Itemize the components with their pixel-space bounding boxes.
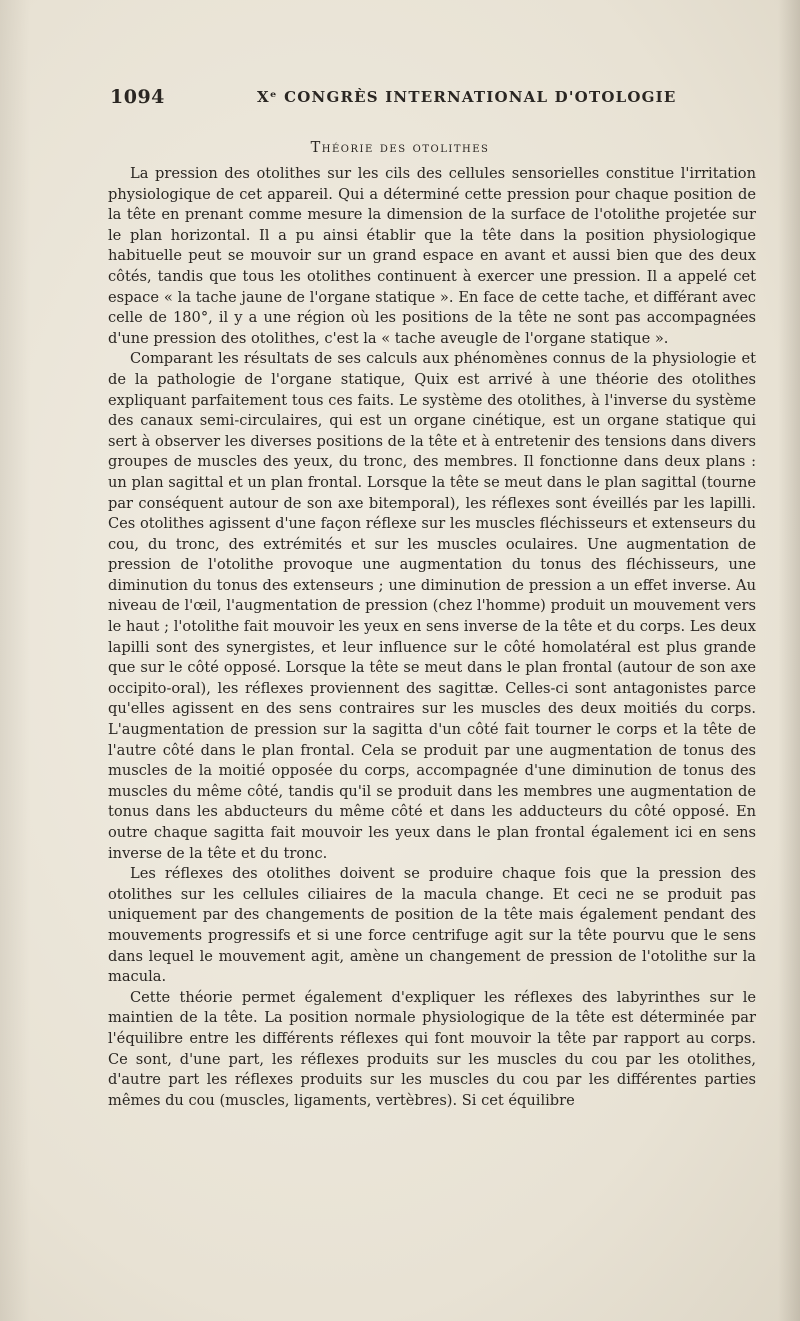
- page-number: 1094: [110, 86, 165, 108]
- paragraph: Les réflexes des otolithes doivent se produire chaque fois que la pression des otolithes sur les cellules ciliaires de la macula change. Et ceci ne se produit pas uniquement par des changements de position de la tête mais également pendant des mouvements progressifs et si une force centrifuge agit sur la tête pourvu que le sens dans lequel le mouvement agit, amène un changement de pression de l'otolithe sur la macula.: [108, 865, 756, 986]
- body-text: [108, 164, 756, 1111]
- page-edge-shadow: [778, 0, 800, 1321]
- page-header: [110, 86, 756, 114]
- paragraph: Comparant les résultats de ses calculs aux phénomènes connus de la physiologie et de la pathologie de l'organe statique, Quix est arrivé à une théorie des otolithes expliquant parfaitement tous ces faits. Le système des otolithes, à l'inverse du système des canaux semi-circulaires, qui est un organe cinétique, est un organe statique qui sert à observer les diverses positions de la tête et à entretenir des tensions dans divers groupes de muscles des yeux, du tronc, des membres. Il fonctionne dans deux plans : un plan sagittal et un plan frontal. Lorsque la tête se meut dans le plan sagittal (tourne par conséquent autour de son axe bitemporal), les réflexes sont éveillés par les lapilli. Ces otolithes agissent d'une façon réflexe sur les muscles fléchisseurs et extenseurs du cou, du tronc, des extrémités et sur les muscles oculaires. Une augmentation de pression de l'otolithe provoque une augmentation du tonus des fléchisseurs, une diminution du tonus des extenseurs ; une diminution de pression a un effet inverse. Au niveau de l'œil, l'augmentation de pression (chez l'homme) produit un mouvement vers le haut ; l'otolithe fait mouvoir les yeux en sens inverse de la tête et du corps. Les deux lapilli sont des synergistes, et leur influence sur le côté homolatéral est plus grande que sur le côté opposé. Lorsque la tête se meut dans le plan frontal (autour de son axe occipito-oral), les réflexes proviennent des sagittæ. Celles-ci sont antagonistes parce qu'elles agissent en des sens contraires sur les muscles des deux moitiés du corps. L'augmentation de pression sur la sagitta d'un côté fait tourner le corps et la tête de l'autre côté dans le plan frontal. Cela se produit par une augmentation de tonus des muscles de la moitié opposée du corps, accompagnée d'une diminution de tonus des muscles du même côté, tandis qu'il se produit dans les membres une augmentation de tonus dans les abducteurs du même côté et dans les adducteurs du côté opposé. En outre chaque sagitta fait mouvoir les yeux dans le plan frontal également ici en sens inverse de la tête et du tronc.: [108, 350, 756, 862]
- section-title: Théorie des otolithes: [310, 140, 490, 156]
- page-gutter-shadow: [0, 0, 30, 1321]
- paragraph: Cette théorie permet également d'expliquer les réflexes des labyrinthes sur le maintien de la tête. La position normale physiologique de la tête est déterminée par l'équilibre entre les différents réflexes qui font mouvoir la tête par rapport au corps. Ce sont, d'une part, les réflexes produits sur les muscles du cou par les otolithes, d'autre part les réflexes produits sur les muscles du cou par les différentes parties mêmes du cou (muscles, ligaments, vertèbres). Si cet équilibre: [108, 988, 756, 1109]
- running-head: Xᵉ CONGRÈS INTERNATIONAL D'OTOLOGIE: [257, 88, 677, 106]
- paragraph: La pression des otolithes sur les cils des cellules sensorielles constitue l'irritation physiologique de cet appareil. Qui a déterminé cette pression pour chaque position de la tête en prenant comme mesure la dimension de la surface de l'otolithe projetée sur le plan horizontal. Il a pu ainsi établir que la tête dans la position physiologique habituelle peut se mouvoir sur un grand espace en avant et aussi bien que des deux côtés, tandis que tous les otolithes continuent à exercer une pression. Il a appelé cet espace « la tache jaune de l'organe statique ». En face de cette tache, et différant avec celle de 180°, il y a une région où les positions de la tête ne sont pas accompagnées d'une pression des otolithes, c'est la « tache aveugle de l'organe statique ».: [108, 165, 756, 347]
